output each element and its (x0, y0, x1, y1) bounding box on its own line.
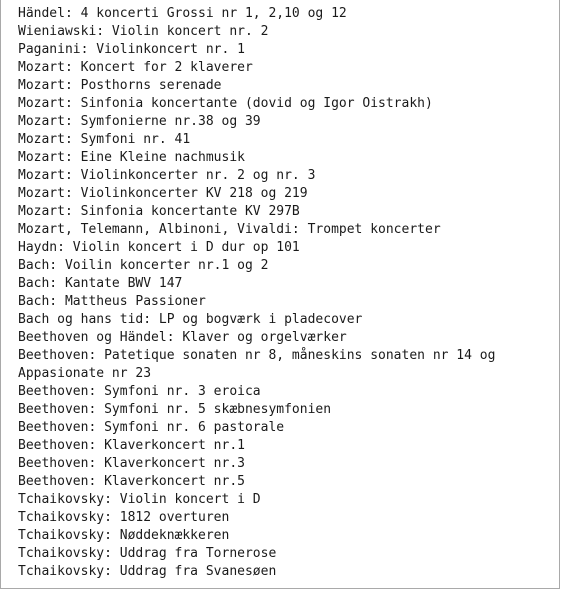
list-item: Händel: 4 koncerti Grossi nr 1, 2,10 og 12 (18, 6, 347, 21)
list-item: Mozart: Koncert for 2 klaverer (18, 60, 253, 75)
list-item: Mozart, Telemann, Albinoni, Vivaldi: Trompet koncerter (18, 222, 441, 237)
list-item: Mozart: Violinkoncerter KV 218 og 219 (18, 186, 308, 201)
list-item: Bach og hans tid: LP og bogværk i pladecover (18, 312, 363, 327)
list-item: Mozart: Eine Kleine nachmusik (18, 150, 245, 165)
list-item: Paganini: Violinkoncert nr. 1 (18, 42, 245, 57)
list-item: Beethoven: Symfoni nr. 5 skæbnesymfonien (18, 402, 332, 417)
list-item: Beethoven og Händel: Klaver og orgelværker (18, 330, 347, 345)
list-item: Mozart: Posthorns serenade (18, 78, 222, 93)
list-item: Bach: Voilin koncerter nr.1 og 2 (18, 258, 269, 273)
list-item: Beethoven: Klaverkoncert nr.5 (18, 474, 245, 489)
list-item: Bach: Mattheus Passioner (18, 294, 206, 309)
list-item: Haydn: Violin koncert i D dur op 101 (18, 240, 300, 255)
list-item: Beethoven: Klaverkoncert nr.1 (18, 438, 245, 453)
list-item: Beethoven: Symfoni nr. 6 pastorale (18, 420, 285, 435)
list-item: Mozart: Symfonierne nr.38 og 39 (18, 114, 261, 129)
list-item: Appasionate nr 23 (18, 366, 152, 381)
list-item: Wieniawski: Violin koncert nr. 2 (18, 24, 269, 39)
list-item: Tchaikovsky: Nøddeknækkeren (18, 528, 230, 543)
list-item: Mozart: Sinfonia koncertante KV 297B (18, 204, 300, 219)
list-item: Mozart: Sinfonia koncertante (dovid og Igor Oistrakh) (18, 96, 433, 111)
list-item: Bach: Kantate BWV 147 (18, 276, 183, 291)
list-item: Beethoven: Symfoni nr. 3 eroica (18, 384, 261, 399)
list-item: Tchaikovsky: 1812 overturen (18, 510, 230, 525)
list-item: Beethoven: Klaverkoncert nr.3 (18, 456, 245, 471)
recording-list (18, 5, 495, 581)
list-item: Tchaikovsky: Violin koncert i D (18, 492, 261, 507)
list-item: Beethoven: Patetique sonaten nr 8, måneskins sonaten nr 14 og (18, 348, 496, 363)
list-item: Mozart: Symfoni nr. 41 (18, 132, 191, 147)
list-item: Tchaikovsky: Uddrag fra Tornerose (18, 546, 277, 561)
list-item: Mozart: Violinkoncerter nr. 2 og nr. 3 (18, 168, 316, 183)
list-item: Tchaikovsky: Uddrag fra Svanesøen (18, 564, 277, 579)
